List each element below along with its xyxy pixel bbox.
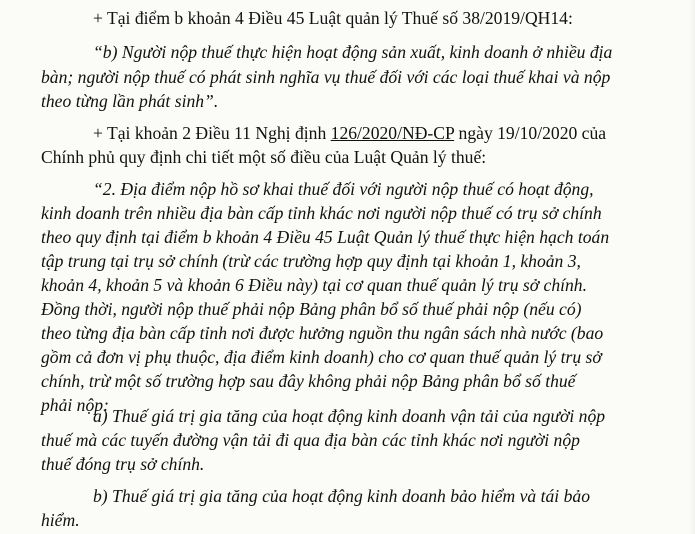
text-segment: phải nộp: xyxy=(41,395,109,415)
text-segment: bàn; người nộp thuế có phát sinh nghĩa vụ thuế đối với các loại thuế khai và nộp xyxy=(41,67,611,87)
text-line xyxy=(93,6,573,30)
text-line xyxy=(41,225,609,249)
text-segment: “2. Địa điểm nộp hồ sơ khai thuế đối với người nộp thuế có hoạt động, xyxy=(93,179,594,199)
text-line xyxy=(41,65,610,89)
text-line xyxy=(41,201,602,225)
text-segment: b) Thuế giá trị gia tăng của hoạt động kinh doanh bảo hiểm và tái bảo xyxy=(93,486,590,506)
text-segment: theo từng địa bàn cấp tỉnh nơi được hưởng nguồn thu ngân sách nhà nước (bao xyxy=(41,323,604,343)
text-line xyxy=(41,452,204,476)
text-segment: ngày 19/10/2020 của xyxy=(454,123,607,143)
text-line xyxy=(41,145,486,169)
text-line xyxy=(41,508,80,532)
decree-number-link: 126/2020/NĐ-CP xyxy=(330,123,455,143)
text-segment: thuế đóng trụ sở chính. xyxy=(41,454,205,474)
text-line xyxy=(41,321,603,345)
text-line xyxy=(93,484,590,508)
text-segment: Đồng thời, người nộp thuế phải nộp Bảng phân bổ số thuế phải nộp (nếu có) xyxy=(41,299,582,319)
text-segment: theo từng lần phát sinh”. xyxy=(41,91,219,111)
text-segment: theo quy định tại điểm b khoản 4 Điều 45 Luật Quản lý thuế thực hiện hạch toán xyxy=(41,227,610,247)
text-segment: + Tại khoản 2 Điều 11 Nghị định xyxy=(93,123,331,143)
text-segment: kinh doanh trên nhiều địa bàn cấp tỉnh khác nơi người nộp thuế có trụ sở chính xyxy=(41,203,602,223)
text-line xyxy=(93,40,612,64)
text-line xyxy=(41,428,580,452)
text-segment: “b) Người nộp thuế thực hiện hoạt động sản xuất, kinh doanh ở nhiều địa xyxy=(93,42,613,62)
scan-edge-shadow xyxy=(689,0,695,534)
text-segment: chính, trừ một số trường hợp sau đây không phải nộp Bảng phân bổ số thuế xyxy=(41,371,576,391)
text-line xyxy=(41,249,581,273)
text-line xyxy=(41,345,602,369)
text-line xyxy=(93,404,605,428)
text-segment: + Tại điểm b khoản 4 Điều 45 Luật quản lý Thuế số 38/2019/QH14: xyxy=(93,8,573,28)
text-line xyxy=(41,369,576,393)
text-segment: a) Thuế giá trị gia tăng của hoạt động kinh doanh vận tải của người nộp xyxy=(93,406,606,426)
text-segment: khoản 4, khoản 5 và khoản 6 Điều này) tại cơ quan thuế quản lý trụ sở chính. xyxy=(41,275,588,295)
text-line xyxy=(93,121,606,145)
text-line xyxy=(41,89,218,113)
text-line xyxy=(93,177,594,201)
text-segment: thuế mà các tuyến đường vận tải đi qua địa bàn các tỉnh khác nơi người nộp xyxy=(41,430,580,450)
text-segment: tập trung tại trụ sở chính (trừ các trường hợp quy định tại khoản 1, khoản 3, xyxy=(41,251,581,271)
text-segment: gồm cả đơn vị phụ thuộc, địa điểm kinh doanh) cho cơ quan thuế quản lý trụ sở xyxy=(41,347,602,367)
text-line xyxy=(41,273,587,297)
text-line xyxy=(41,297,582,321)
text-segment: Chính phủ quy định chi tiết một số điều của Luật Quản lý thuế: xyxy=(41,147,487,167)
text-segment: hiểm. xyxy=(41,510,80,530)
